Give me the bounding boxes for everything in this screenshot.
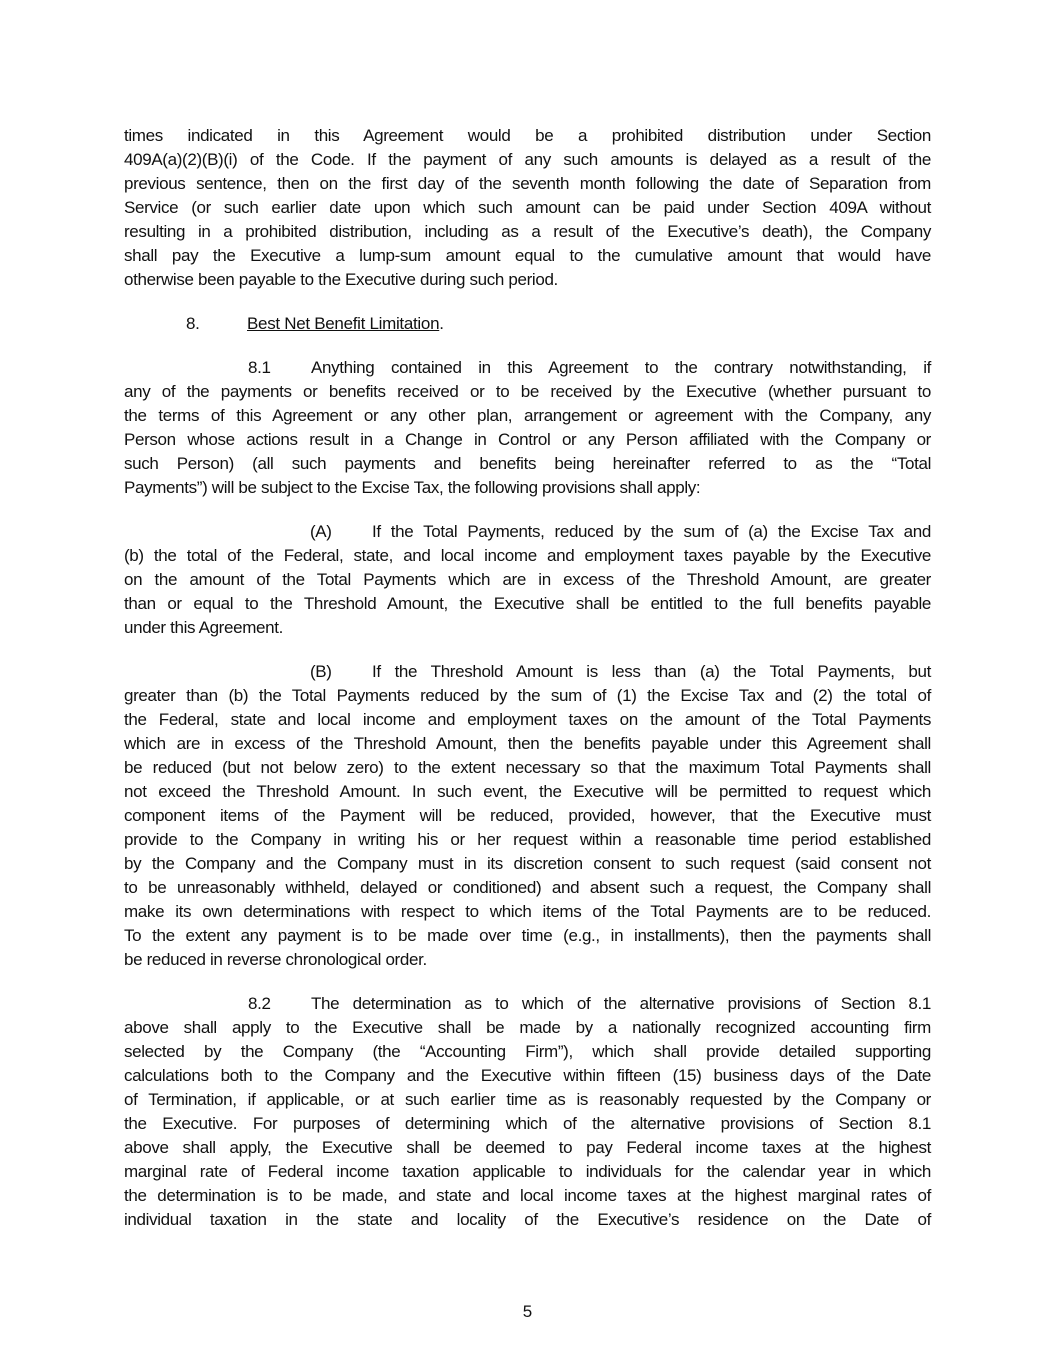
paragraph-8-2 <box>124 992 931 1232</box>
text-line: the Executive. For purposes of determining which of the alternative provisions of Section 8.1 <box>124 1114 931 1133</box>
text-line <box>124 660 931 684</box>
text-line: shall pay the Executive a lump-sum amount equal to the cumulative amount that would have <box>124 246 931 265</box>
paragraph-8-1-a <box>124 520 931 640</box>
text-line: calculations both to the Company and the Executive within fifteen (15) business days of the Date <box>124 1066 931 1085</box>
text-line <box>124 356 931 380</box>
text-line-content: Anything contained in this Agreement to the contrary notwithstanding, if <box>311 358 931 377</box>
text-line-content: If the Threshold Amount is less than (a) the Total Payments, but <box>372 662 931 681</box>
text-line: marginal rate of Federal income taxation applicable to individuals for the calendar year in which <box>124 1162 931 1181</box>
text-line: Service (or such earlier date upon which such amount can be paid under Section 409A without <box>124 198 931 217</box>
text-line: above shall apply to the Executive shall be made by a nationally recognized accounting firm <box>124 1018 931 1037</box>
text-line: the terms of this Agreement or any other plan, arrangement or agreement with the Company, any <box>124 406 931 425</box>
text-line: individual taxation in the state and locality of the Executive’s residence on the Date of <box>124 1210 931 1229</box>
paragraph-label: 8.1 <box>248 358 271 377</box>
text-line: Person whose actions result in a Change in Control or any Person affiliated with the Company or <box>124 430 931 449</box>
text-line: make its own determinations with respect to which items of the Total Payments are to be reduced. <box>124 902 931 921</box>
text-line: (b) the total of the Federal, state, and local income and employment taxes payable by the Executive <box>124 546 931 565</box>
text-line: on the amount of the Total Payments which are in excess of the Threshold Amount, are greater <box>124 570 931 589</box>
text-line: Payments”) will be subject to the Excise Tax, the following provisions shall apply: <box>124 478 701 497</box>
text-line: not exceed the Threshold Amount. In such event, the Executive will be permitted to request which <box>124 782 931 801</box>
document-page <box>124 124 931 1252</box>
text-line: above shall apply, the Executive shall be deemed to pay Federal income taxes at the highest <box>124 1138 931 1157</box>
text-line: be reduced (but not below zero) to the extent necessary so that the maximum Total Payments shall <box>124 758 931 777</box>
text-line: to be unreasonably withheld, delayed or conditioned) and absent such a request, the Company shall <box>124 878 931 897</box>
paragraph-8-1-b <box>124 660 931 972</box>
text-line: than or equal to the Threshold Amount, the Executive shall be entitled to the full benefits payable <box>124 594 931 613</box>
text-line-content: If the Total Payments, reduced by the sum of (a) the Excise Tax and <box>372 522 931 541</box>
section-number: 8. <box>186 314 200 333</box>
section-heading <box>124 312 931 336</box>
indent <box>124 520 310 544</box>
paragraph-label: (B) <box>310 662 332 681</box>
text-line: otherwise been payable to the Executive during such period. <box>124 270 558 289</box>
text-line: the Federal, state and local income and employment taxes on the amount of the Total Payments <box>124 710 931 729</box>
text-line: by the Company and the Company must in its discretion consent to such request (said consent not <box>124 854 931 873</box>
section-title: Best Net Benefit Limitation <box>247 314 440 333</box>
text-line: under this Agreement. <box>124 618 283 637</box>
indent <box>124 356 248 380</box>
text-line <box>124 520 931 544</box>
text-line: provide to the Company in writing his or her request within a reasonable time period established <box>124 830 931 849</box>
text-line: selected by the Company (the “Accounting Firm”), which shall provide detailed supporting <box>124 1042 931 1061</box>
text-line-content: The determination as to which of the alternative provisions of Section 8.1 <box>311 994 931 1013</box>
text-line: previous sentence, then on the first day of the seventh month following the date of Separation from <box>124 174 931 193</box>
text-line: times indicated in this Agreement would be a prohibited distribution under Section <box>124 126 931 145</box>
paragraph-label: (A) <box>310 522 332 541</box>
text-line: be reduced in reverse chronological order. <box>124 950 427 969</box>
text-line: the determination is to be made, and state and local income taxes at the highest marginal rates of <box>124 1186 931 1205</box>
paragraph-label: 8.2 <box>248 994 271 1013</box>
text-line: 409A(a)(2)(B)(i) of the Code. If the payment of any such amounts is delayed as a result of the <box>124 150 931 169</box>
text-line: To the extent any payment is to be made over time (e.g., in installments), then the payments shall <box>124 926 931 945</box>
indent <box>124 660 310 684</box>
text-line: greater than (b) the Total Payments reduced by the sum of (1) the Excise Tax and (2) the total of <box>124 686 931 705</box>
text-line: resulting in a prohibited distribution, including as a result of the Executive’s death), the Company <box>124 222 931 241</box>
text-line: which are in excess of the Threshold Amount, then the benefits payable under this Agreement shall <box>124 734 931 753</box>
section-title-period: . <box>439 314 444 333</box>
page-number: 5 <box>522 1302 533 1321</box>
text-line: component items of the Payment will be reduced, provided, however, that the Executive must <box>124 806 931 825</box>
paragraph-continuation <box>124 124 931 292</box>
text-line: of Termination, if applicable, or at such earlier time as is reasonably requested by the Company or <box>124 1090 931 1109</box>
text-line <box>124 992 931 1016</box>
paragraph-8-1 <box>124 356 931 500</box>
indent <box>124 992 248 1016</box>
text-line: such Person) (all such payments and benefits being hereinafter referred to as the “Total <box>124 454 931 473</box>
text-line: any of the payments or benefits received or to be received by the Executive (whether pursuant to <box>124 382 931 401</box>
